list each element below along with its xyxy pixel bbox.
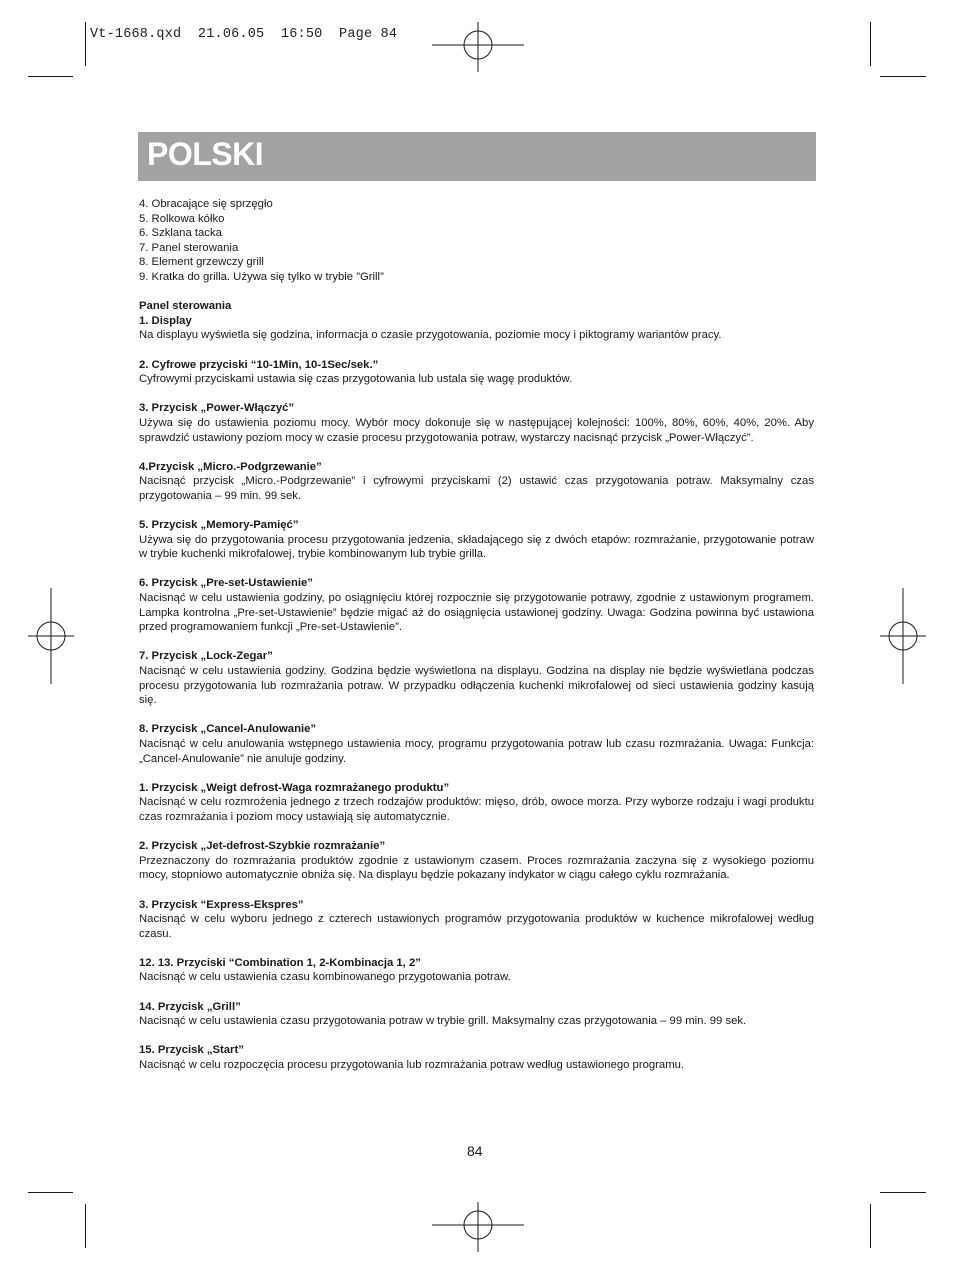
section-title: 1. Display — [139, 314, 192, 327]
section-title: 3. Przycisk “Express-Ekspres” — [139, 898, 304, 911]
section-title: 2. Cyfrowe przyciski “10-1Min, 10-1Sec/sek.” — [139, 358, 379, 371]
list-item: 7. Panel sterowania — [139, 241, 239, 254]
list-item: 5. Rolkowa kółko — [139, 212, 225, 225]
section-title: 5. Przycisk „Memory-Pamięć” — [139, 519, 299, 532]
list-item: 8. Element grzewczy grill — [139, 256, 264, 269]
section-body: Przeznaczony do rozmrażania produktów zgodnie z ustawionym czasem. Proces rozmrażania zaczyna się z wysokiego poziomu mocy, stopniowo automatycznie obniża się. Na displayu będzie pokazany indykator w ciągu całego cyklu rozmrażania. — [139, 854, 814, 882]
sections — [139, 314, 814, 1073]
section-title: 7. Przycisk „Lock-Zegar” — [139, 650, 273, 663]
list-item: 6. Szklana tacka — [139, 227, 222, 240]
section-title: 3. Przycisk „Power-Włączyć” — [139, 402, 295, 415]
registration-mark-bottom — [432, 1202, 524, 1252]
language-banner — [138, 132, 816, 181]
section-body: Na displayu wyświetla się godzina, informacja o czasie przygotowania, poziomie mocy i piktogramy wariantów pracy. — [139, 329, 722, 342]
list-item: 4. Obracające się sprzęgło — [139, 198, 273, 210]
section-body: Nacisnąć w celu rozpoczęcia procesu przygotowania lub rozmrażania potraw według ustawionego programu. — [139, 1059, 685, 1072]
registration-mark-left — [28, 588, 74, 684]
section-body: Nacisnąć przycisk „Micro.-Podgrzewanie” i cyfrowymi przyciskami (2) ustawić czas przygotowania potraw. Maksymalny czas przygotowania – 99 min. 99 sek. — [139, 475, 814, 502]
section-body: Nacisnąć w celu wyboru jednego z czterech ustawionych programów przygotowania produktów w kuchence mikrofalowej według czasu. — [139, 913, 814, 940]
section-title: 6. Przycisk „Pre-set-Ustawienie” — [139, 577, 313, 590]
banner-title: POLSKI — [147, 136, 264, 172]
section-body: Używa się do przygotowania procesu przygotowania jedzenia, składającego się z dwóch etapów: rozmrażanie, przygotowanie potraw w trybie kuchenki mikrofalowej, trybie kombinowanym lub trybie grilla. — [139, 533, 814, 561]
section-title: 8. Przycisk „Cancel-Anulowanie” — [139, 723, 317, 736]
print-slug: Vt-1668.qxd 21.06.05 16:50 Page 84 — [90, 27, 398, 42]
registration-mark-right — [880, 588, 926, 684]
section-title: 12. 13. Przyciski “Combination 1, 2-Kombinacja 1, 2” — [139, 956, 421, 969]
section-body: Cyfrowymi przyciskami ustawia się czas przygotowania lub ustala się wagę produktów. — [139, 373, 573, 386]
section-body: Nacisnąć w celu ustawienia godziny, po osiągnięciu której rozpocznie się przygotowanie potrawy, zgodnie z ustawionym programem. Lampka kontrolna „Pre-set-Ustawienie” będzie migać aż do osiągnięcia ustawionej godziny. Uwaga: Godzina powinna być ustawiona przed programowaniem funkcji „Pre-set-Ustawienie”. — [139, 592, 814, 634]
section-title: 15. Przycisk „Start” — [139, 1044, 244, 1057]
section-body: Nacisnąć w celu ustawienia czasu przygotowania potraw w trybie grill. Maksymalny czas przygotowania – 99 min. 99 sek. — [139, 1015, 747, 1028]
section-body: Nacisnąć w celu anulowania wstępnego ustawienia mocy, programu przygotowania potraw lub czasu rozmrażania. Uwaga: Funkcja: „Cancel-Anulowanie” nie anuluje godziny. — [139, 737, 814, 765]
page-number: 84 — [467, 1143, 483, 1159]
registration-mark-top — [432, 22, 524, 72]
section-body: Nacisnąć w celu rozmrożenia jednego z trzech rodzajów produktów: mięso, drób, owoce morza. Przy wyborze rodzaju i wagi produktu czas rozmrażania i poziom mocy ustawiają się automatycznie. — [139, 796, 814, 823]
section-title: 14. Przycisk „Grill” — [139, 1000, 241, 1013]
parts-list — [139, 197, 814, 285]
section-body: Używa się do ustawienia poziomu mocy. Wybór mocy dokonuje się w następującej kolejności: 100%, 80%, 60%, 40%, 20%. Aby sprawdzić ustawiony poziom mocy w czasie procesu przygotowania potraw, wystarczy nacisnąć przycisk „Power-Włączyć”. — [139, 416, 814, 444]
section-body: Nacisnąć w celu ustawienia godziny. Godzina będzie wyświetlona na displayu. Godzina na display nie będzie wyświetlana podczas procesu przygotowania lub rozmrażania potraw. W przypadku odłączenia kuchenki mikrofalowej od sieci ustawienia godziny kasują się. — [139, 665, 814, 707]
section-title: 2. Przycisk „Jet-defrost-Szybkie rozmrażanie” — [139, 840, 386, 853]
list-item: 9. Kratka do grilla. Używa się tylko w trybie ”Grill” — [139, 270, 384, 283]
page-content — [139, 197, 814, 1073]
section-title: 4.Przycisk „Micro.-Podgrzewanie” — [139, 460, 322, 473]
section-title: 1. Przycisk „Weigt defrost-Waga rozmrażanego produktu” — [139, 781, 450, 794]
section-heading: Panel sterowania — [139, 300, 232, 313]
section-body: Nacisnąć w celu ustawienia czasu kombinowanego przygotowania potraw. — [139, 971, 511, 984]
